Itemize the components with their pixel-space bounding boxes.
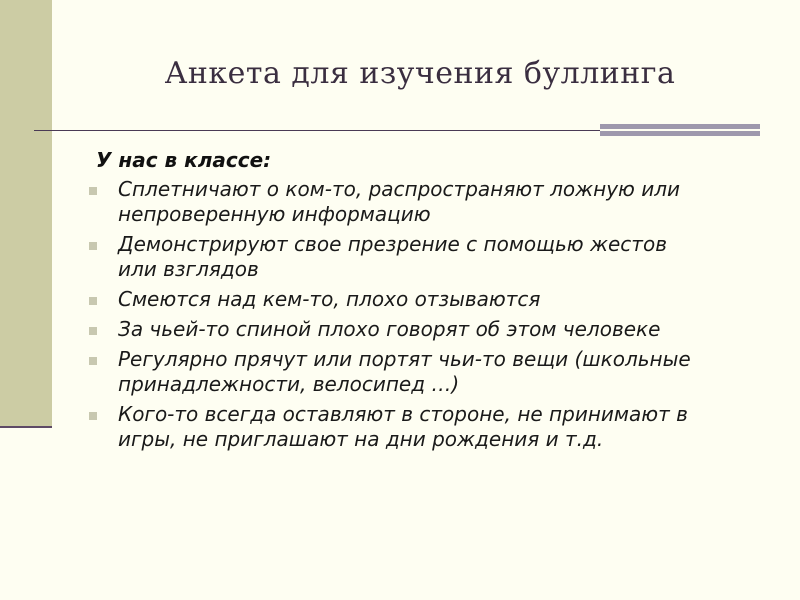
list-item [88,177,708,227]
square-bullet-icon [89,357,97,365]
square-bullet-icon [89,412,97,420]
list-item-text: Смеются над кем-то, плохо отзываются [118,287,541,311]
list-item-text: Регулярно прячут или портят чьи-то вещи (школьные принадлежности, велосипед …) [118,347,691,396]
list-item [88,287,708,312]
title-divider-line [34,130,600,131]
list-heading: У нас в классе: [96,148,272,172]
title-divider-accent [600,124,760,136]
square-bullet-icon [89,327,97,335]
list-item-text: Демонстрируют свое презрение с помощью жестов или взглядов [118,232,667,281]
list-item [88,347,708,397]
bullet-list [88,177,708,457]
slide-title: Анкета для изучения буллинга [164,56,676,91]
list-item-text: Кого-то всегда оставляют в стороне, не принимают в игры, не приглашают на дни рождения и т.д. [118,402,688,451]
square-bullet-icon [89,297,97,305]
side-decor-bar-base [0,426,52,428]
list-item-text: Сплетничают о ком-то, распространяют ложную или непроверенную информацию [118,177,681,226]
list-item [88,232,708,282]
side-decor-bar [0,0,52,426]
list-item-text: За чьей-то спиной плохо говорят об этом человеке [118,317,661,341]
square-bullet-icon [89,187,97,195]
list-item [88,317,708,342]
square-bullet-icon [89,242,97,250]
list-item [88,402,708,452]
